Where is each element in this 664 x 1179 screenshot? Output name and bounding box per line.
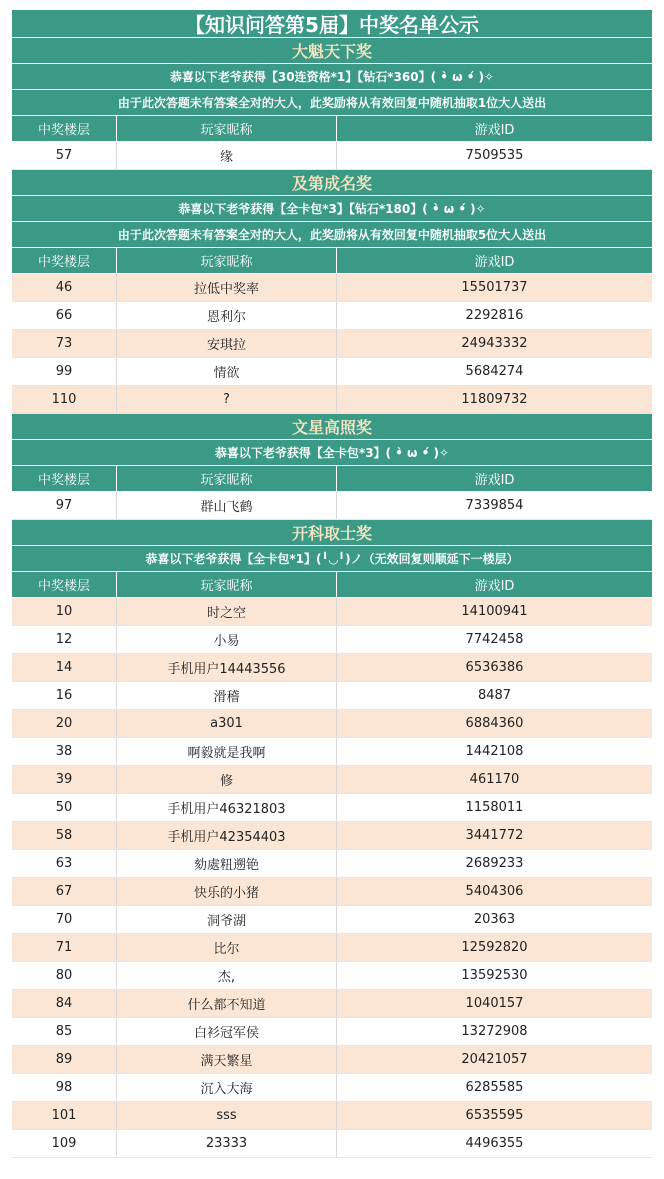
nickname-cell: 什么都不知道 (117, 990, 337, 1017)
table-row (12, 626, 652, 654)
floor-cell: 58 (12, 822, 117, 849)
prize-name: 大魁天下奖 (12, 38, 652, 64)
table-row (12, 710, 652, 738)
floor-cell: 80 (12, 962, 117, 989)
game-id-cell: 461170 (469, 772, 520, 787)
game-id-cell: 14100941 (461, 604, 528, 619)
table-row (12, 1130, 652, 1158)
nickname-cell: 安琪拉 (117, 330, 337, 357)
table-row (12, 962, 652, 990)
prize-sections (12, 38, 652, 1158)
game-id-cell: 1158011 (465, 800, 524, 815)
prize-note: 恭喜以下老爷获得【全卡包*3】( •̀ ω •́ )✧ (12, 440, 652, 466)
floor-cell: 70 (12, 906, 117, 933)
table-header (12, 116, 652, 142)
floor-cell: 97 (12, 492, 117, 519)
table-row (12, 1046, 652, 1074)
table-row (12, 794, 652, 822)
table-header (12, 248, 652, 274)
game-id-cell: 7339854 (465, 498, 524, 513)
table-header (12, 572, 652, 598)
game-id-cell: 20421057 (461, 1052, 528, 1067)
nickname-cell: 沉入大海 (117, 1074, 337, 1101)
floor-cell: 66 (12, 302, 117, 329)
header-floor: 中奖楼层 (12, 248, 117, 273)
prize-section (12, 170, 652, 414)
header-game-id: 游戏ID (474, 579, 515, 594)
game-id-cell: 6285585 (465, 1080, 524, 1095)
nickname-cell: 23333 (117, 1130, 337, 1157)
header-floor: 中奖楼层 (12, 116, 117, 141)
game-id-cell: 1040157 (465, 996, 524, 1011)
header-game-id: 游戏ID (474, 473, 515, 488)
prize-name: 开科取士奖 (12, 520, 652, 546)
game-id-cell: 12592820 (461, 940, 528, 955)
floor-cell: 14 (12, 654, 117, 681)
game-id-cell: 7509535 (465, 148, 524, 163)
floor-cell: 71 (12, 934, 117, 961)
nickname-cell: 拉低中奖率 (117, 274, 337, 301)
floor-cell: 50 (12, 794, 117, 821)
table-row (12, 654, 652, 682)
prize-note: 恭喜以下老爷获得【全卡包*1】(╹◡╹)ノ（无效回复则顺延下一楼层） (12, 546, 652, 572)
floor-cell: 39 (12, 766, 117, 793)
floor-cell: 89 (12, 1046, 117, 1073)
game-id-cell: 2292816 (465, 308, 524, 323)
table-row (12, 738, 652, 766)
header-game-id: 游戏ID (474, 255, 515, 270)
game-id-cell: 7742458 (465, 632, 524, 647)
table-row (12, 274, 652, 302)
table-row (12, 682, 652, 710)
table-row (12, 878, 652, 906)
nickname-cell: 杰, (117, 962, 337, 989)
game-id-cell: 20363 (473, 912, 516, 927)
game-id-cell: 4496355 (465, 1136, 524, 1151)
table-row (12, 142, 652, 170)
table-row (12, 492, 652, 520)
floor-cell: 38 (12, 738, 117, 765)
nickname-cell: a301 (117, 710, 337, 737)
nickname-cell: ? (117, 386, 337, 413)
nickname-cell: 劾處粈遡铯 (117, 850, 337, 877)
floor-cell: 10 (12, 598, 117, 625)
winner-list-table (12, 10, 652, 1158)
floor-cell: 84 (12, 990, 117, 1017)
game-id-cell: 1442108 (465, 744, 524, 759)
floor-cell: 12 (12, 626, 117, 653)
prize-section (12, 414, 652, 520)
table-row (12, 302, 652, 330)
header-nickname: 玩家昵称 (117, 248, 337, 273)
table-row (12, 1102, 652, 1130)
page-title: 【知识问答第5届】中奖名单公示 (12, 10, 652, 38)
prize-note: 恭喜以下老爷获得【全卡包*3】【钻石*180】( •̀ ω •́ )✧ (12, 196, 652, 222)
prize-note: 由于此次答题未有答案全对的大人，此奖励将从有效回复中随机抽取1位大人送出 (12, 90, 652, 116)
nickname-cell: 时之空 (117, 598, 337, 625)
nickname-cell: 群山飞鹤 (117, 492, 337, 519)
prize-note: 由于此次答题未有答案全对的大人，此奖励将从有效回复中随机抽取5位大人送出 (12, 222, 652, 248)
floor-cell: 16 (12, 682, 117, 709)
nickname-cell: 情欲 (117, 358, 337, 385)
floor-cell: 46 (12, 274, 117, 301)
floor-cell: 101 (12, 1102, 117, 1129)
nickname-cell: sss (117, 1102, 337, 1129)
table-row (12, 850, 652, 878)
floor-cell: 20 (12, 710, 117, 737)
game-id-cell: 15501737 (461, 280, 528, 295)
header-floor: 中奖楼层 (12, 466, 117, 491)
nickname-cell: 满天繁星 (117, 1046, 337, 1073)
nickname-cell: 恩利尔 (117, 302, 337, 329)
floor-cell: 110 (12, 386, 117, 413)
table-row (12, 766, 652, 794)
floor-cell: 85 (12, 1018, 117, 1045)
floor-cell: 57 (12, 142, 117, 169)
header-nickname: 玩家昵称 (117, 572, 337, 597)
nickname-cell: 啊毅就是我啊 (117, 738, 337, 765)
nickname-cell: 洞爷湖 (117, 906, 337, 933)
table-row (12, 990, 652, 1018)
table-row (12, 330, 652, 358)
table-row (12, 358, 652, 386)
nickname-cell: 手机用户42354403 (117, 822, 337, 849)
header-nickname: 玩家昵称 (117, 466, 337, 491)
nickname-cell: 手机用户46321803 (117, 794, 337, 821)
header-floor: 中奖楼层 (12, 572, 117, 597)
header-nickname: 玩家昵称 (117, 116, 337, 141)
game-id-cell: 13592530 (461, 968, 528, 983)
game-id-cell: 3441772 (465, 828, 524, 843)
table-row (12, 934, 652, 962)
nickname-cell: 缘 (117, 142, 337, 169)
floor-cell: 109 (12, 1130, 117, 1157)
game-id-cell: 13272908 (461, 1024, 528, 1039)
floor-cell: 73 (12, 330, 117, 357)
prize-section (12, 520, 652, 1158)
table-row (12, 822, 652, 850)
table-row (12, 906, 652, 934)
floor-cell: 99 (12, 358, 117, 385)
nickname-cell: 比尔 (117, 934, 337, 961)
nickname-cell: 滑稽 (117, 682, 337, 709)
game-id-cell: 11809732 (461, 392, 528, 407)
table-row (12, 386, 652, 414)
game-id-cell: 8487 (477, 688, 512, 703)
table-row (12, 1018, 652, 1046)
game-id-cell: 6536386 (465, 660, 524, 675)
nickname-cell: 快乐的小猪 (117, 878, 337, 905)
game-id-cell: 5684274 (465, 364, 524, 379)
game-id-cell: 6535595 (465, 1108, 524, 1123)
prize-name: 及第成名奖 (12, 170, 652, 196)
game-id-cell: 6884360 (465, 716, 524, 731)
nickname-cell: 手机用户14443556 (117, 654, 337, 681)
floor-cell: 98 (12, 1074, 117, 1101)
prize-name: 文星高照奖 (12, 414, 652, 440)
nickname-cell: 修 (117, 766, 337, 793)
nickname-cell: 白衫冠军侯 (117, 1018, 337, 1045)
game-id-cell: 5404306 (465, 884, 524, 899)
prize-note: 恭喜以下老爷获得【30连资格*1】【钻石*360】( •̀ ω •́ )✧ (12, 64, 652, 90)
header-game-id: 游戏ID (474, 123, 515, 138)
floor-cell: 63 (12, 850, 117, 877)
table-row (12, 1074, 652, 1102)
prize-section (12, 38, 652, 170)
game-id-cell: 24943332 (461, 336, 528, 351)
floor-cell: 67 (12, 878, 117, 905)
nickname-cell: 小易 (117, 626, 337, 653)
table-row (12, 598, 652, 626)
game-id-cell: 2689233 (465, 856, 524, 871)
table-header (12, 466, 652, 492)
